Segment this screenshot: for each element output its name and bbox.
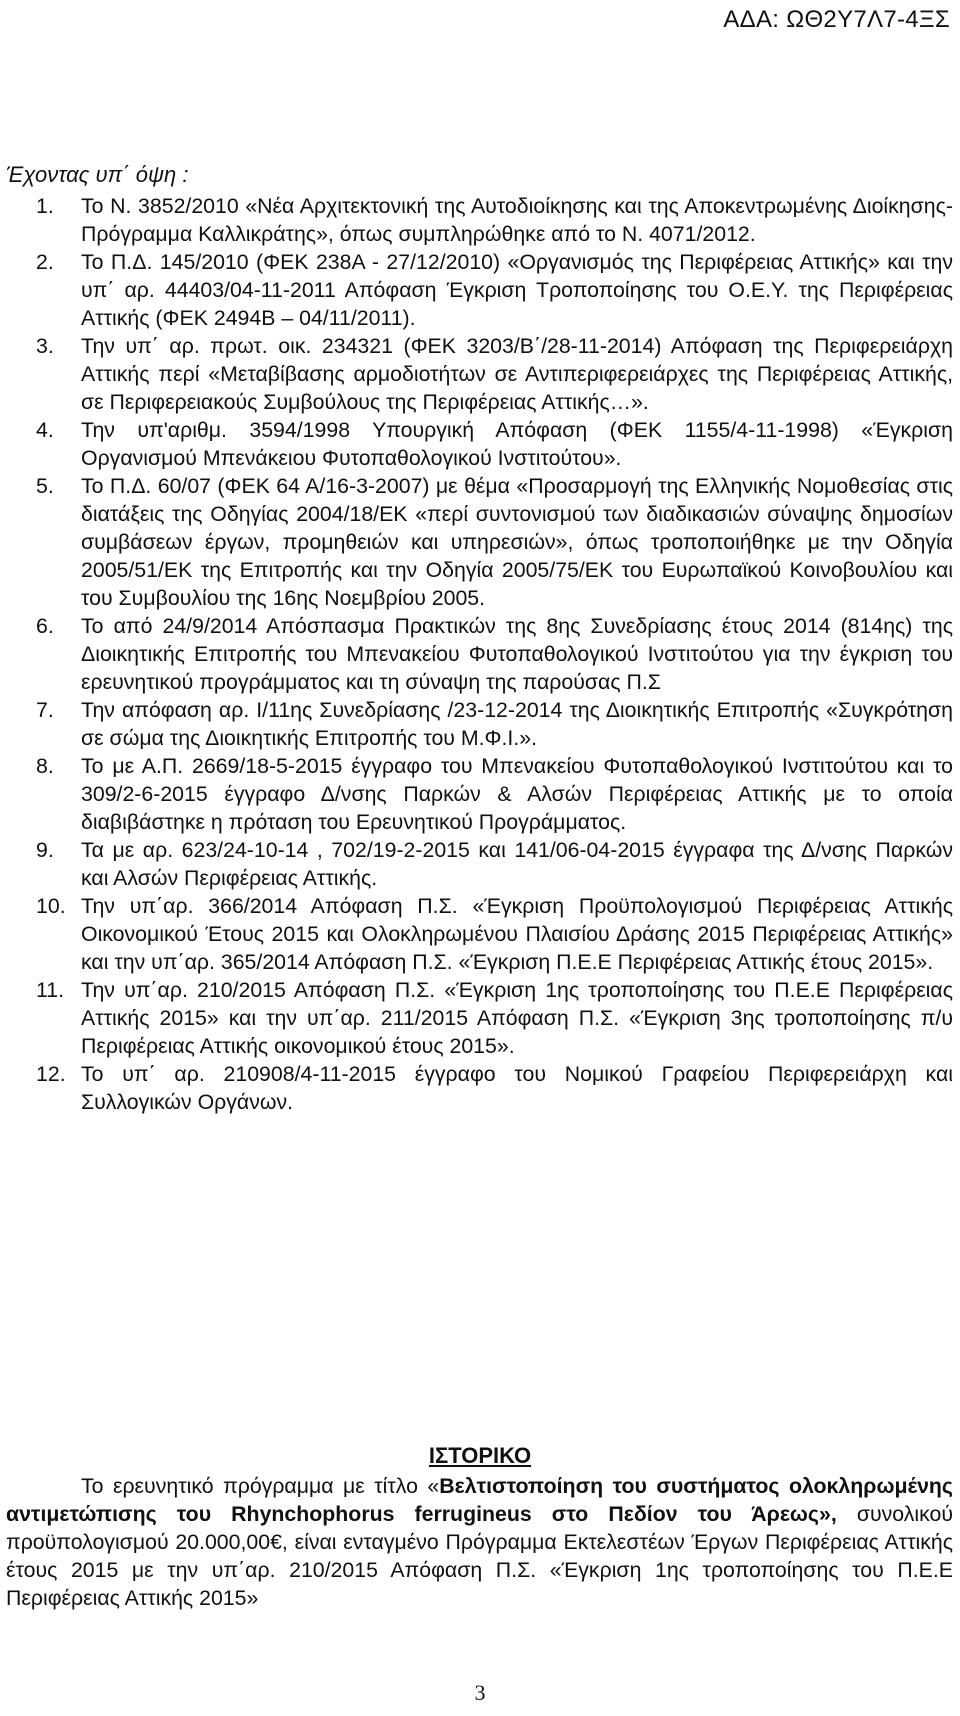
item-text: Το Ν. 3852/2010 «Νέα Αρχιτεκτονική της Αυτοδιοίκησης και της Αποκεντρωμένης Διοίκησης- Πρόγραμμα Καλλικράτης», όπως συμπληρώθηκε από το Ν. 4071/2012. [81, 194, 953, 246]
history-paragraph [6, 1472, 953, 1612]
list-item [6, 1060, 953, 1116]
item-number: 4. [36, 418, 54, 442]
item-number: 7. [36, 698, 54, 722]
history-text-end: συνολικού προϋπολογισμού 20.000,00€, είναι ενταγμένο Πρόγραμμα Εκτελεστέων Έργων Περιφέρειας Αττικής έτους 2015 με την υπ΄αρ. 210/2015 Απόφαση Π.Σ. «Έγκριση 1ης τροποποίησης του Π.Ε.Ε Περιφέρειας Αττικής 2015» [6, 1502, 953, 1610]
program-title: Βελτιστοποίηση του συστήματος ολοκληρωμένης αντιμετώπισης του Rhynchophorus ferrugineus στο Πεδίον του Άρεως», [6, 1474, 954, 1526]
item-number: 3. [36, 334, 54, 358]
ada-code: ΑΔΑ: ΩΘ2Υ7Λ7-4ΞΣ [723, 6, 950, 33]
history-text-start: Το ερευνητικό πρόγραμμα με τίτλο « [81, 1474, 440, 1498]
item-number: 11. [36, 978, 65, 1002]
item-text: Την υπ΄αρ. 366/2014 Απόφαση Π.Σ. «Έγκριση Προϋπολογισμού Περιφέρειας Αττικής Οικονομικού Έτους 2015 και Ολοκληρωμένου Πλαισίου Δράσης 2015 Περιφέρειας Αττικής» και την υπ΄αρ. 365/2014 Απόφαση Π.Σ. «Έγκριση Π.Ε.Ε Περιφέρειας Αττικής έτους 2015». [81, 894, 953, 974]
item-number: 12. [36, 1062, 66, 1086]
item-text: Το από 24/9/2014 Απόσπασμα Πρακτικών της 8ης Συνεδρίασης έτους 2014 (814ης) της Διοικητικής Επιτροπής του Μπενακείου Φυτοπαθολογικού Ινστιτούτου για την έγκριση του ερευνητικού προγράμματος και τη σύναψη της παρούσας Π.Σ [81, 614, 953, 694]
list-item [6, 976, 953, 1060]
item-text: Την υπ΄αρ. 210/2015 Απόφαση Π.Σ. «Έγκριση 1ης τροποποίησης του Π.Ε.Ε Περιφέρειας Αττικής 2015» και την υπ΄αρ. 211/2015 Απόφαση Π.Σ. «Έγκριση 3ης τροποποίησης π/υ Περιφέρειας Αττικής οικονομικού έτους 2015». [81, 978, 953, 1058]
list-item [6, 892, 953, 976]
item-text: Την απόφαση αρ. Ι/11ης Συνεδρίασης /23-12-2014 της Διοικητικής Επιτροπής «Συγκρότηση σε σώμα της Διοικητικής Επιτροπής του Μ.Φ.Ι.». [81, 698, 953, 750]
list-item [6, 612, 953, 696]
list-item [6, 752, 953, 836]
item-number: 10. [36, 894, 66, 918]
item-text: Το με Α.Π. 2669/18-5-2015 έγγραφο του Μπενακείου Φυτοπαθολογικού Ινστιτούτου και το 309/2-6-2015 έγγραφο Δ/νσης Παρκών & Αλσών Περιφέρειας Αττικής με το οποία διαβιβάστηκε η πρόταση του Ερευνητικού Προγράμματος. [81, 754, 953, 834]
item-number: 2. [36, 250, 54, 274]
page-number: 3 [474, 1680, 486, 1705]
considerations-list [6, 192, 953, 1116]
item-text: Το Π.Δ. 145/2010 (ΦΕΚ 238Α - 27/12/2010) «Οργανισμός της Περιφέρειας Αττικής» και την υπ΄ αρ. 44403/04-11-2011 Απόφαση Έγκριση Τροποποίησης του Ο.Ε.Υ. της Περιφέρειας Αττικής (ΦΕΚ 2494Β – 04/11/2011). [81, 250, 953, 330]
item-text: Το Π.Δ. 60/07 (ΦΕΚ 64 Α/16-3-2007) με θέμα «Προσαρμογή της Ελληνικής Νομοθεσίας στις διατάξεις της Οδηγίας 2004/18/ΕΚ «περί συντονισμού των διαδικασιών σύναψης δημοσίων συμβάσεων έργων, προμηθειών και υπηρεσιών», όπως τροποποιήθηκε με την Οδηγία 2005/51/ΕΚ της Επιτροπής και την Οδηγία 2005/75/ΕΚ του Ευρωπαϊκού Κοινοβουλίου και του Συμβουλίου της 16ης Νοεμβρίου 2005. [81, 474, 953, 610]
list-item [6, 696, 953, 752]
item-number: 8. [36, 754, 54, 778]
list-item [6, 416, 953, 472]
list-item [6, 332, 953, 416]
item-text: Το υπ΄ αρ. 210908/4-11-2015 έγγραφο του Νομικού Γραφείου Περιφερειάρχη και Συλλογικών Οργάνων. [81, 1062, 953, 1114]
item-number: 5. [36, 474, 54, 498]
list-item [6, 248, 953, 332]
list-item [6, 192, 953, 248]
intro-line: Έχοντας υπ΄ όψη : [6, 162, 189, 187]
item-number: 9. [36, 838, 54, 862]
item-text: Την υπ΄ αρ. πρωτ. οικ. 234321 (ΦΕΚ 3203/Β΄/28-11-2014) Απόφαση της Περιφερειάρχη Αττικής περί «Μεταβίβασης αρμοδιοτήτων σε Αντιπεριφερειάρχες της Περιφέρειας Αττικής, σε Περιφερειακούς Συμβούλους της Περιφέρειας Αττικής…». [81, 334, 953, 414]
list-item [6, 836, 953, 892]
list-item [6, 472, 953, 612]
item-number: 1. [36, 194, 54, 218]
item-text: Τα με αρ. 623/24-10-14 , 702/19-2-2015 και 141/06-04-2015 έγγραφα της Δ/νσης Παρκών και Αλσών Περιφέρειας Αττικής. [81, 838, 953, 890]
item-number: 6. [36, 614, 54, 638]
history-heading: ΙΣΤΟΡΙΚΟ [428, 1443, 532, 1468]
item-text: Την υπ'αριθμ. 3594/1998 Υπουργική Απόφαση (ΦΕΚ 1155/4-11-1998) «Έγκριση Οργανισμού Μπενάκειου Φυτοπαθολογικού Ινστιτούτου». [81, 418, 953, 470]
